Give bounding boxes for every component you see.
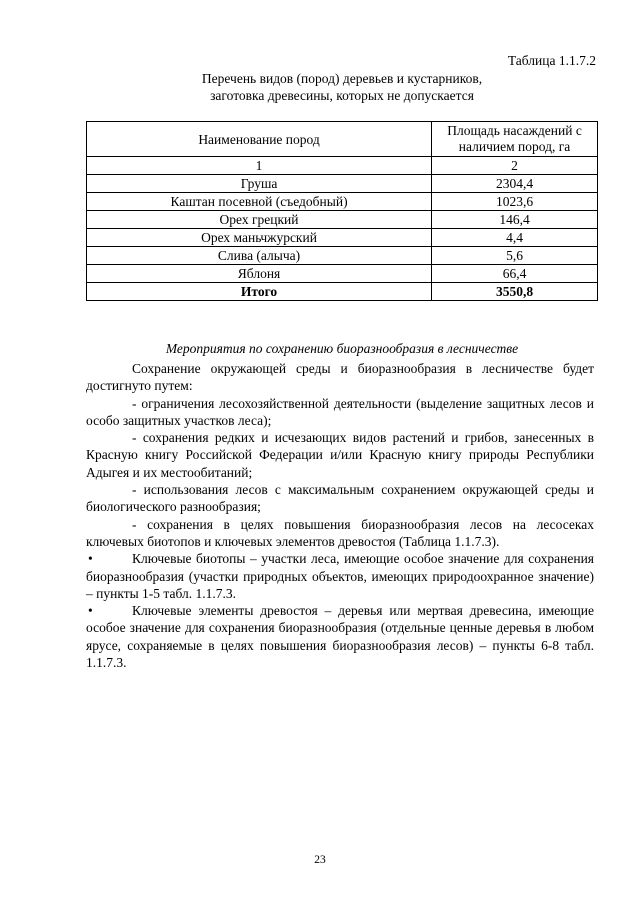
intro-paragraph: Сохранение окружающей среды и биоразнообразия в лесничестве будет достигнуто путем: <box>86 361 594 394</box>
table-header-row <box>87 122 598 157</box>
table-row <box>87 193 598 211</box>
bullet-text: Ключевые биотопы – участки леса, имеющие особое значение для сохранения биоразнообразия (участки природных объектов, имеющих природоохранное значение) – пункты 1-5 табл. 1.1.7.3. <box>86 551 594 601</box>
table-row <box>87 175 598 193</box>
species-table <box>86 121 598 301</box>
section-heading: Мероприятия по сохранению биоразнообразия в лесничестве <box>165 341 519 356</box>
header-area: Площадь насаждений с наличием пород, га <box>432 122 598 157</box>
measure-paragraph: - сохранения редких и исчезающих видов растений и грибов, занесенных в Красную книгу Российской Федерации и/или Красную книгу природы Республики Адыгея и их местообитаний; <box>86 430 594 480</box>
measure-paragraph: - сохранения в целях повышения биоразнообразия лесов на лесосеках ключевых биотопов и ключевых элементов древостоя (Таблица 1.1.7.3). <box>86 516 594 549</box>
header-species-name: Наименование пород <box>87 122 432 157</box>
bullet-paragraph <box>86 602 594 671</box>
table-total-row <box>87 283 598 301</box>
species-name-cell: Орех грецкий <box>87 211 432 229</box>
column-number: 1 <box>87 157 432 175</box>
species-name-cell: Орех маньчжурский <box>87 229 432 247</box>
section-body <box>86 360 594 671</box>
table-row <box>87 247 598 265</box>
table-title-line: Перечень видов (пород) деревьев и кустарников, <box>201 71 483 86</box>
table-row <box>87 211 598 229</box>
column-number-row <box>87 157 598 175</box>
species-name-cell: Каштан посевной (съедобный) <box>87 193 432 211</box>
table-number: Таблица 1.1.7.2 <box>507 53 596 68</box>
total-area-cell: 3550,8 <box>432 283 598 301</box>
measure-paragraph: - ограничения лесохозяйственной деятельности (выделение защитных лесов и особо защитных участков леса); <box>86 395 594 428</box>
area-cell: 146,4 <box>432 211 598 229</box>
total-label-cell: Итого <box>87 283 432 301</box>
species-name-cell: Слива (алыча) <box>87 247 432 265</box>
bullet-symbol: • <box>88 603 93 619</box>
area-cell: 5,6 <box>432 247 598 265</box>
area-cell: 66,4 <box>432 265 598 283</box>
species-name-cell: Яблоня <box>87 265 432 283</box>
table-title-line: заготовка древесины, которых не допускается <box>210 88 474 103</box>
table-row <box>87 229 598 247</box>
area-cell: 4,4 <box>432 229 598 247</box>
bullet-text: Ключевые элементы древостоя – деревья или мертвая древесина, имеющие особое значение для сохранения биоразнообразия (отдельные ценные деревья в любом ярусе, сохраняемые в целях повышения биоразнообразия лесов) – пункты 6-8 табл. 1.1.7.3. <box>86 603 594 671</box>
column-number: 2 <box>432 157 598 175</box>
area-cell: 1023,6 <box>432 193 598 211</box>
table-title <box>86 70 598 104</box>
bullet-symbol: • <box>88 551 93 567</box>
species-name-cell: Груша <box>87 175 432 193</box>
table-row <box>87 265 598 283</box>
page-number: 23 <box>314 854 326 866</box>
bullet-paragraph <box>86 550 594 602</box>
area-cell: 2304,4 <box>432 175 598 193</box>
measure-paragraph: - использования лесов с максимальным сохранением окружающей среды и биологического разнообразия; <box>86 482 594 515</box>
